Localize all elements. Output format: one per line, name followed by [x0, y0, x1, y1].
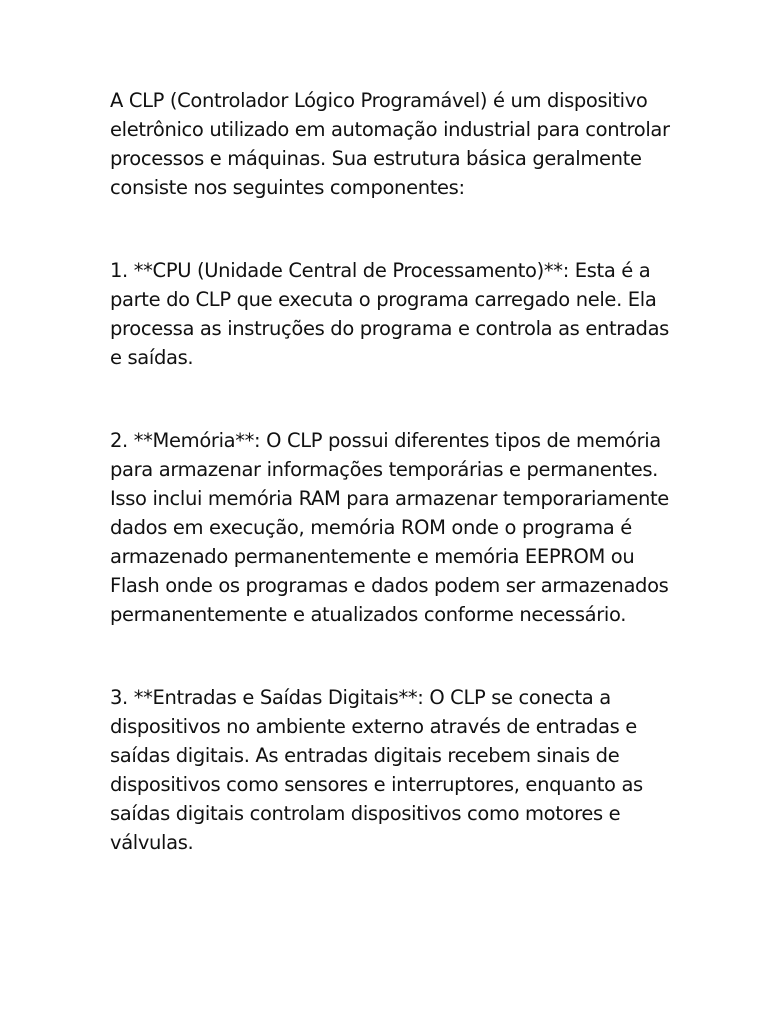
paragraph-entradas-saidas: 3. **Entradas e Saídas Digitais**: O CLP se conecta a dispositivos no ambiente externo através de entradas e saídas digitais. As entradas digitais recebem sinais de dispositivos como sensores e interruptores, enquanto as saídas digitais controlam dispositivos como motores e válvulas. [110, 686, 643, 854]
paragraph-intro: A CLP (Controlador Lógico Programável) é um dispositivo eletrônico utilizado em automação industrial para controlar processos e máquinas. Sua estrutura básica geralmente consiste nos seguintes componentes: [110, 89, 670, 199]
paragraph-memoria: 2. **Memória**: O CLP possui diferentes tipos de memória para armazenar informações temporárias e permanentes. Isso inclui memória RAM para armazenar temporariamente dados em execução, memória ROM onde o programa é armazenado permanentemente e memória EEPROM ou Flash onde os programas e dados podem ser armazenados permanentemente e atualizados conforme necessário. [110, 429, 669, 626]
paragraph-cpu: 1. **CPU (Unidade Central de Processamento)**: Esta é a parte do CLP que executa o programa carregado nele. Ela processa as instruções do programa e controla as entradas e saídas. [110, 259, 669, 369]
document-body [110, 86, 670, 857]
